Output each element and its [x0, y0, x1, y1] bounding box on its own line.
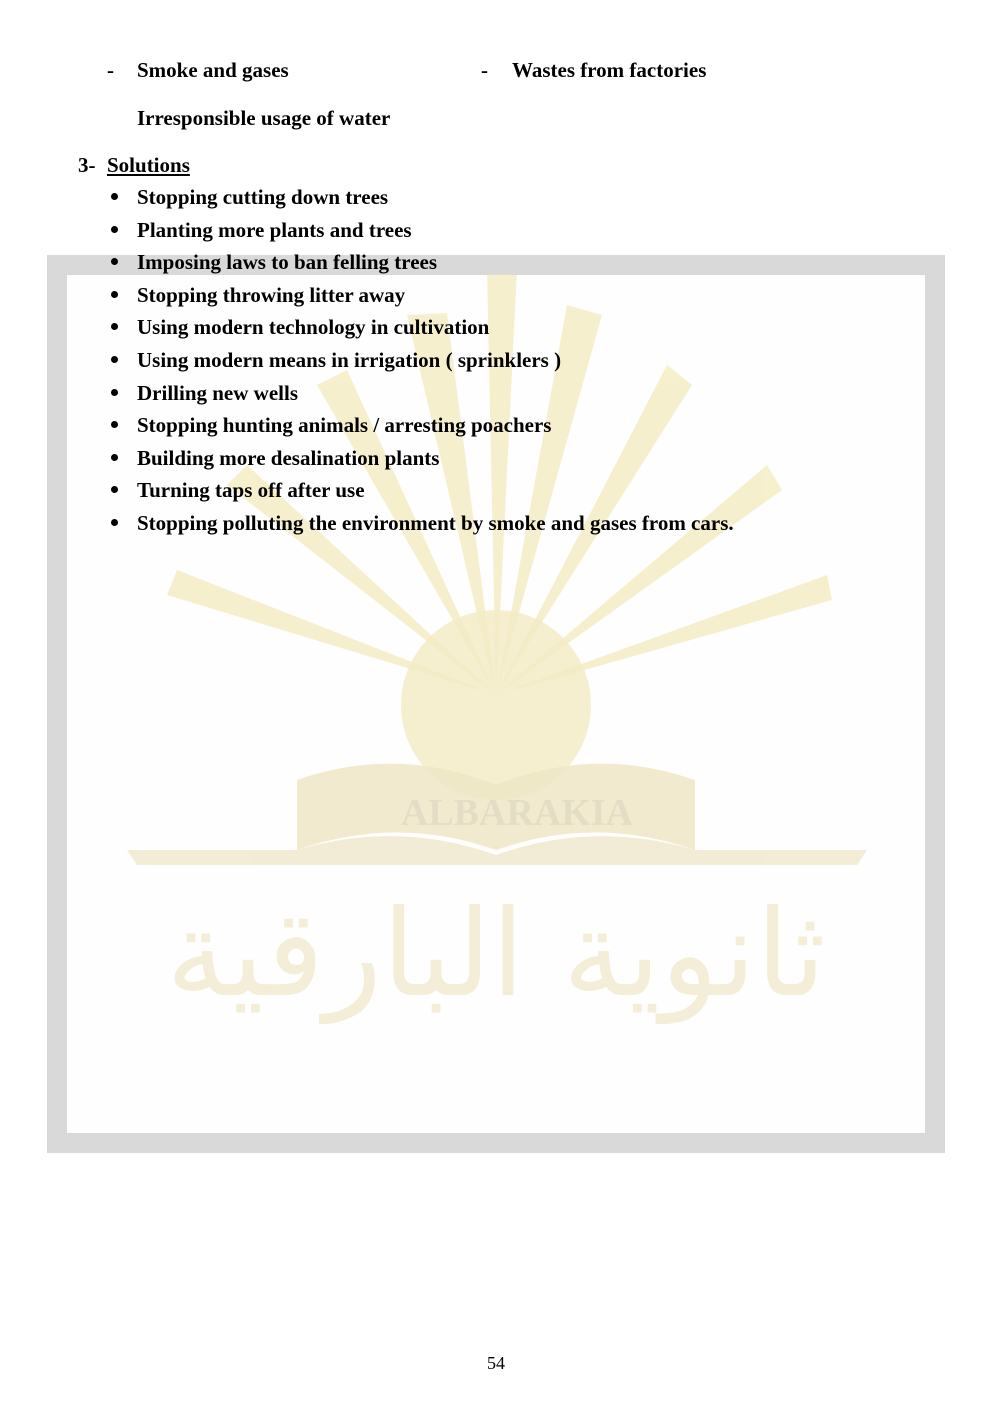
dash-marker: - [481, 58, 488, 82]
list-item-text: Drilling new wells [137, 380, 298, 405]
list-item-text: Using modern means in irrigation ( sprinklers ) [137, 347, 562, 372]
item-irresponsible-water: Irresponsible usage of water [137, 106, 391, 130]
watermark-banner-text: ALBARAKIA [400, 792, 634, 834]
section-number: 3- [78, 153, 96, 177]
list-item-text: Imposing laws to ban felling trees [137, 250, 438, 275]
list-item-text: Building more desalination plants [137, 445, 440, 470]
list-item-text: Turning taps off after use [137, 478, 365, 503]
bullet-icon [111, 454, 118, 461]
section-title: Solutions [107, 153, 190, 177]
list-item-text: Stopping throwing litter away [137, 282, 406, 307]
bullet-icon [111, 389, 118, 396]
dash-marker: - [107, 58, 114, 82]
bullet-icon [111, 226, 118, 233]
bullet-icon [111, 356, 118, 363]
bullet-icon [111, 519, 118, 526]
bullet-icon [111, 291, 118, 298]
item-smoke-and-gases: Smoke and gases [137, 58, 289, 82]
list-item-text: Using modern technology in cultivation [137, 315, 490, 340]
bullet-icon [111, 193, 118, 200]
list-item-text: Stopping polluting the environment by smoke and gases from cars. [137, 510, 734, 535]
list-item-text: Stopping cutting down trees [137, 185, 389, 209]
item-wastes-from-factories: Wastes from factories [512, 58, 707, 82]
list-item-text: Stopping hunting animals / arresting poachers [137, 413, 552, 438]
watermark-arabic-text: ثانوية البارقية [166, 885, 826, 1024]
page-number: 54 [487, 1353, 505, 1373]
list-item-text: Planting more plants and trees [137, 217, 412, 242]
